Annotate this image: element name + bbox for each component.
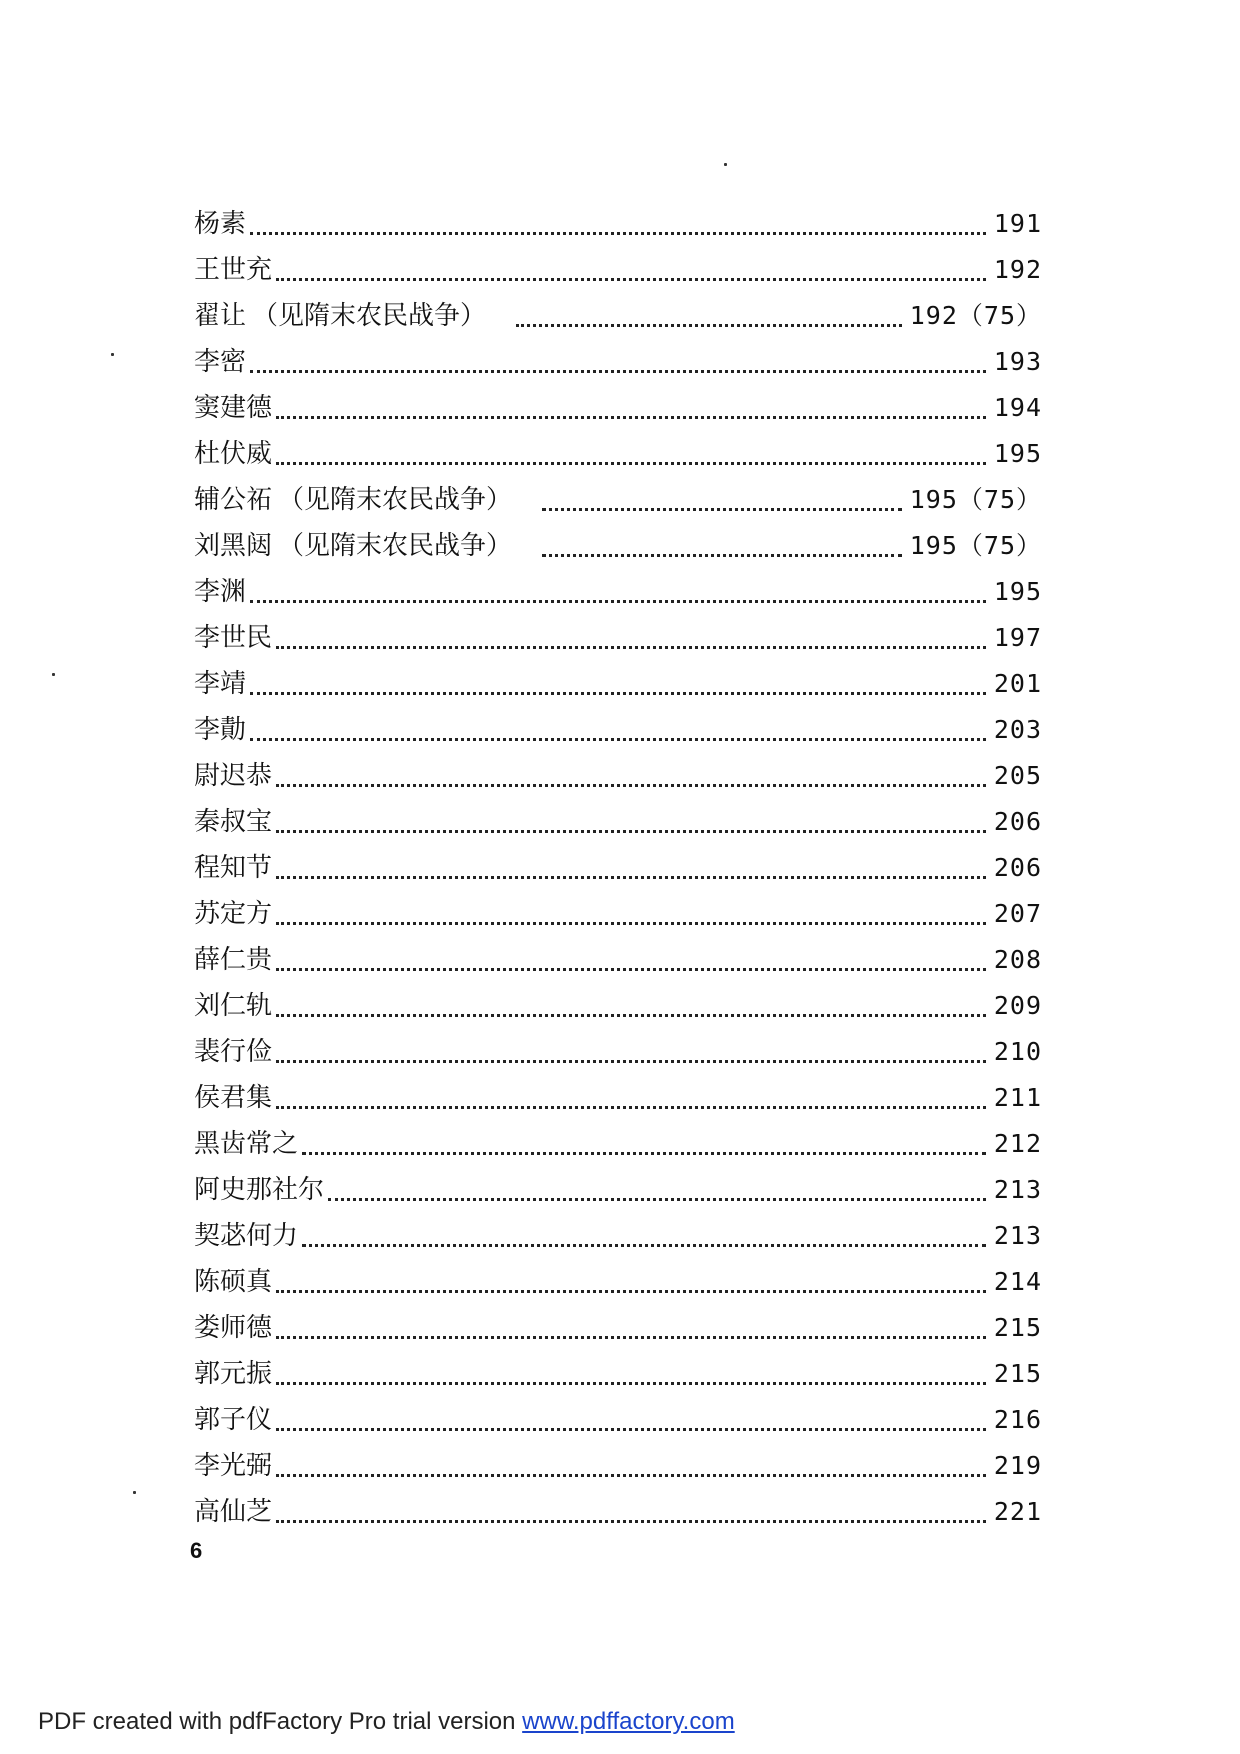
footer-link[interactable]: www.pdffactory.com xyxy=(522,1708,735,1735)
toc-entry-name: 尉迟恭 xyxy=(194,761,273,791)
toc-entry-name: 杜伏威 xyxy=(194,439,273,469)
toc-entry-name: 杨素 xyxy=(194,209,247,239)
toc-entry-name: 李密 xyxy=(194,347,247,377)
table-of-contents xyxy=(194,201,1042,1535)
dot-leader xyxy=(276,416,986,419)
toc-entry-name: 窦建德 xyxy=(194,393,273,423)
dot-leader xyxy=(276,1382,986,1385)
toc-entry-note: （见隋末农民战争） xyxy=(278,485,513,515)
dot-leader xyxy=(276,462,986,465)
toc-entry[interactable] xyxy=(194,845,1042,891)
toc-entry-page: 194 xyxy=(993,393,1042,422)
toc-entry[interactable] xyxy=(194,983,1042,1029)
dot-leader xyxy=(276,968,986,971)
toc-entry[interactable] xyxy=(194,1489,1042,1535)
dot-leader xyxy=(276,1014,986,1017)
toc-entry-name: 裴行俭 xyxy=(194,1037,273,1067)
toc-entry[interactable] xyxy=(194,569,1042,615)
toc-entry-name: 刘黑闼 xyxy=(194,531,273,561)
toc-entry[interactable] xyxy=(194,247,1042,293)
dot-leader xyxy=(250,370,986,373)
toc-entry-note: （见隋末农民战争） xyxy=(278,531,513,561)
toc-entry-name: 李光弼 xyxy=(194,1451,273,1481)
toc-entry-page: 195 xyxy=(993,577,1042,606)
toc-entry-name: 薛仁贵 xyxy=(194,945,273,975)
toc-entry-name: 郭元振 xyxy=(194,1359,273,1389)
toc-entry-page: 215 xyxy=(993,1313,1042,1342)
scan-speck xyxy=(111,353,114,356)
toc-entry-page: 213 xyxy=(993,1175,1042,1204)
dot-leader xyxy=(250,692,986,695)
toc-entry[interactable] xyxy=(194,1259,1042,1305)
dot-leader xyxy=(302,1152,986,1155)
dot-leader xyxy=(276,830,986,833)
dot-leader xyxy=(276,646,986,649)
toc-entry[interactable] xyxy=(194,1167,1042,1213)
toc-entry[interactable] xyxy=(194,707,1042,753)
toc-entry-page: 211 xyxy=(993,1083,1042,1112)
toc-entry-page: 191 xyxy=(993,209,1042,238)
toc-entry-name: 黑齿常之 xyxy=(194,1129,299,1159)
dot-leader xyxy=(276,1336,986,1339)
toc-entry[interactable] xyxy=(194,1075,1042,1121)
scan-speck xyxy=(52,673,55,676)
footer-text: PDF created with pdfFactory Pro trial version xyxy=(38,1708,523,1735)
dot-leader xyxy=(276,1290,986,1293)
dot-leader xyxy=(276,1106,986,1109)
toc-entry-page: 216 xyxy=(993,1405,1042,1434)
toc-entry[interactable] xyxy=(194,477,1042,523)
toc-entry-page: 212 xyxy=(993,1129,1042,1158)
toc-entry-page: 201 xyxy=(993,669,1042,698)
toc-entry-page: 195（75） xyxy=(909,531,1042,560)
toc-entry[interactable] xyxy=(194,385,1042,431)
toc-entry[interactable] xyxy=(194,937,1042,983)
toc-entry-page: 195（75） xyxy=(909,485,1042,514)
toc-entry-page: 214 xyxy=(993,1267,1042,1296)
toc-entry-page: 213 xyxy=(993,1221,1042,1250)
dot-leader xyxy=(250,232,986,235)
toc-entry-page: 209 xyxy=(993,991,1042,1020)
toc-entry-page: 215 xyxy=(993,1359,1042,1388)
dot-leader xyxy=(302,1244,986,1247)
toc-entry-page: 221 xyxy=(993,1497,1042,1526)
dot-leader xyxy=(250,600,986,603)
toc-entry[interactable] xyxy=(194,1351,1042,1397)
toc-entry[interactable] xyxy=(194,1029,1042,1075)
toc-entry-name: 辅公祏 xyxy=(194,485,273,515)
toc-entry-name: 刘仁轨 xyxy=(194,991,273,1021)
toc-entry[interactable] xyxy=(194,615,1042,661)
dot-leader xyxy=(276,784,986,787)
toc-entry-name: 郭子仪 xyxy=(194,1405,273,1435)
scan-speck xyxy=(724,163,727,166)
toc-entry-page: 193 xyxy=(993,347,1042,376)
toc-entry-name: 高仙芝 xyxy=(194,1497,273,1527)
toc-entry-page: 203 xyxy=(993,715,1042,744)
toc-entry-page: 197 xyxy=(993,623,1042,652)
toc-entry-page: 192 xyxy=(993,255,1042,284)
toc-entry[interactable] xyxy=(194,1305,1042,1351)
dot-leader xyxy=(276,1520,986,1523)
toc-entry[interactable] xyxy=(194,1121,1042,1167)
dot-leader xyxy=(328,1198,986,1201)
toc-entry-name: 秦叔宝 xyxy=(194,807,273,837)
toc-entry-page: 206 xyxy=(993,807,1042,836)
toc-entry[interactable] xyxy=(194,523,1042,569)
toc-entry-name: 李靖 xyxy=(194,669,247,699)
toc-entry-name: 契苾何力 xyxy=(194,1221,299,1251)
dot-leader xyxy=(542,554,902,557)
page-number: 6 xyxy=(190,1538,203,1563)
toc-entry[interactable] xyxy=(194,1443,1042,1489)
toc-entry-name: 李渊 xyxy=(194,577,247,607)
toc-entry-name: 陈硕真 xyxy=(194,1267,273,1297)
scan-speck xyxy=(133,1491,136,1494)
toc-entry-page: 195 xyxy=(993,439,1042,468)
toc-entry-page: 207 xyxy=(993,899,1042,928)
toc-entry-page: 192（75） xyxy=(909,301,1042,330)
toc-entry[interactable] xyxy=(194,339,1042,385)
toc-entry-name: 翟让 xyxy=(194,301,247,331)
toc-entry[interactable] xyxy=(194,799,1042,845)
toc-entry-name: 王世充 xyxy=(194,255,273,285)
dot-leader xyxy=(516,324,902,327)
toc-entry-name: 娄师德 xyxy=(194,1313,273,1343)
toc-entry[interactable] xyxy=(194,753,1042,799)
toc-entry-name: 阿史那社尔 xyxy=(194,1175,325,1205)
toc-entry-name: 李世民 xyxy=(194,623,273,653)
dot-leader xyxy=(250,738,986,741)
toc-entry-name: 苏定方 xyxy=(194,899,273,929)
toc-entry-name: 侯君集 xyxy=(194,1083,273,1113)
toc-entry-page: 219 xyxy=(993,1451,1042,1480)
dot-leader xyxy=(276,922,986,925)
toc-entry-name: 李勣 xyxy=(194,715,247,745)
dot-leader xyxy=(276,1428,986,1431)
toc-entry[interactable] xyxy=(194,1213,1042,1259)
toc-entry-page: 206 xyxy=(993,853,1042,882)
dot-leader xyxy=(276,876,986,879)
pdf-footer xyxy=(38,1708,735,1736)
toc-entry[interactable] xyxy=(194,891,1042,937)
toc-entry[interactable] xyxy=(194,661,1042,707)
dot-leader xyxy=(542,508,902,511)
dot-leader xyxy=(276,1060,986,1063)
toc-entry-page: 205 xyxy=(993,761,1042,790)
toc-entry-name: 程知节 xyxy=(194,853,273,883)
toc-entry[interactable] xyxy=(194,1397,1042,1443)
toc-entry[interactable] xyxy=(194,431,1042,477)
toc-entry-page: 210 xyxy=(993,1037,1042,1066)
toc-entry[interactable] xyxy=(194,201,1042,247)
dot-leader xyxy=(276,1474,986,1477)
dot-leader xyxy=(276,278,986,281)
toc-entry[interactable] xyxy=(194,293,1042,339)
toc-entry-note: （见隋末农民战争） xyxy=(252,301,487,331)
toc-entry-page: 208 xyxy=(993,945,1042,974)
